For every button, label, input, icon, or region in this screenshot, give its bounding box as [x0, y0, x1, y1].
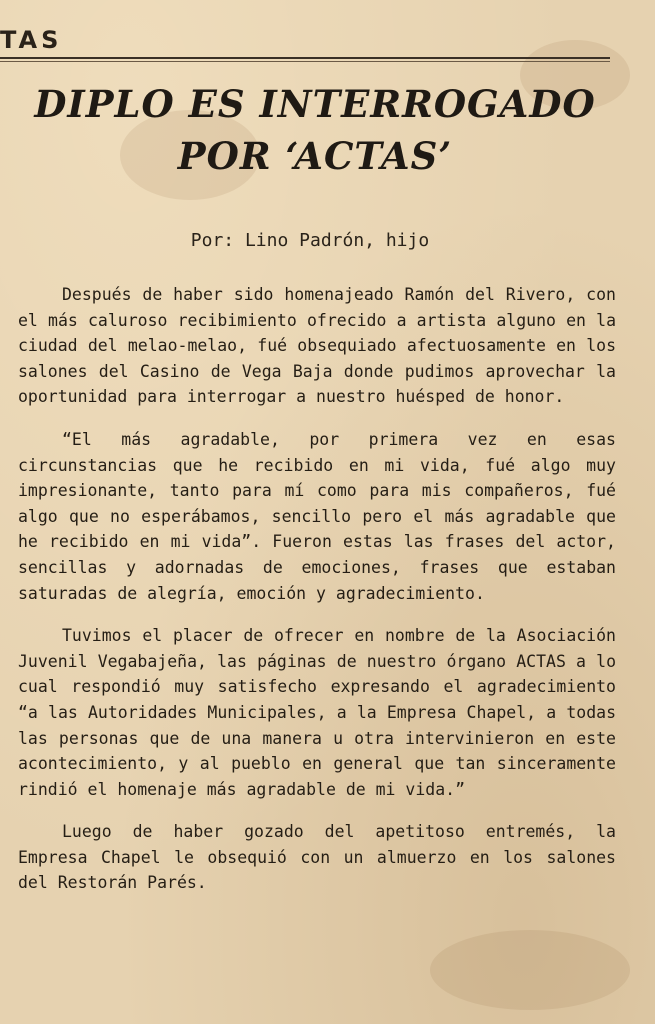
masthead-rule-thin: [0, 61, 610, 62]
headline: [20, 78, 610, 182]
article-body: [18, 282, 616, 913]
paragraph: Tuvimos el placer de ofrecer en nombre de la Asociación Juvenil Vegabajeña, las páginas de nuestro órgano ACTAS a lo cual respondió muy satisfecho expresando el agradecimiento “a las Autoridades Municipales, a la Empresa Chapel, a todas las personas que de una manera u otra intervinieron en este acontecimiento, y al pueblo en general que tan sinceramente rindió el homenaje más agradable de mi vida.”: [18, 626, 616, 799]
byline: Por: Lino Padrón, hijo: [190, 230, 430, 251]
paragraph: Luego de haber gozado del apetitoso entremés, la Empresa Chapel le obsequió con un almuerzo en los salones del Restorán Parés.: [18, 822, 616, 893]
section-masthead: TAS: [0, 26, 63, 54]
paper-stain: [430, 930, 630, 1010]
headline-line-2: POR ‘ACTAS’: [177, 134, 453, 178]
paragraph: Después de haber sido homenajeado Ramón del Rivero, con el más caluroso recibimiento ofrecido a artista alguno en la ciudad del melao-melao, fué obsequiado afectuosamente en los salones del Casino de Vega Baja donde pudimos aprovechar la oportunidad para interrogar a nuestro huésped de honor.: [18, 285, 616, 407]
paragraph: “El más agradable, por primera vez en esas circunstancias que he recibido en mi vida, fué algo muy impresionante, tanto para mí como para mis compañeros, fué algo que no esperábamos, sencillo pero el más agradable que he recibido en mi vida”. Fueron estas las frases del actor, sencillas y adornadas de emociones, frases que estaban saturadas de alegría, emoción y agradecimiento.: [18, 429, 616, 603]
headline-line-1: DIPLO ES INTERROGADO: [34, 82, 596, 126]
masthead-rule: [0, 57, 610, 59]
